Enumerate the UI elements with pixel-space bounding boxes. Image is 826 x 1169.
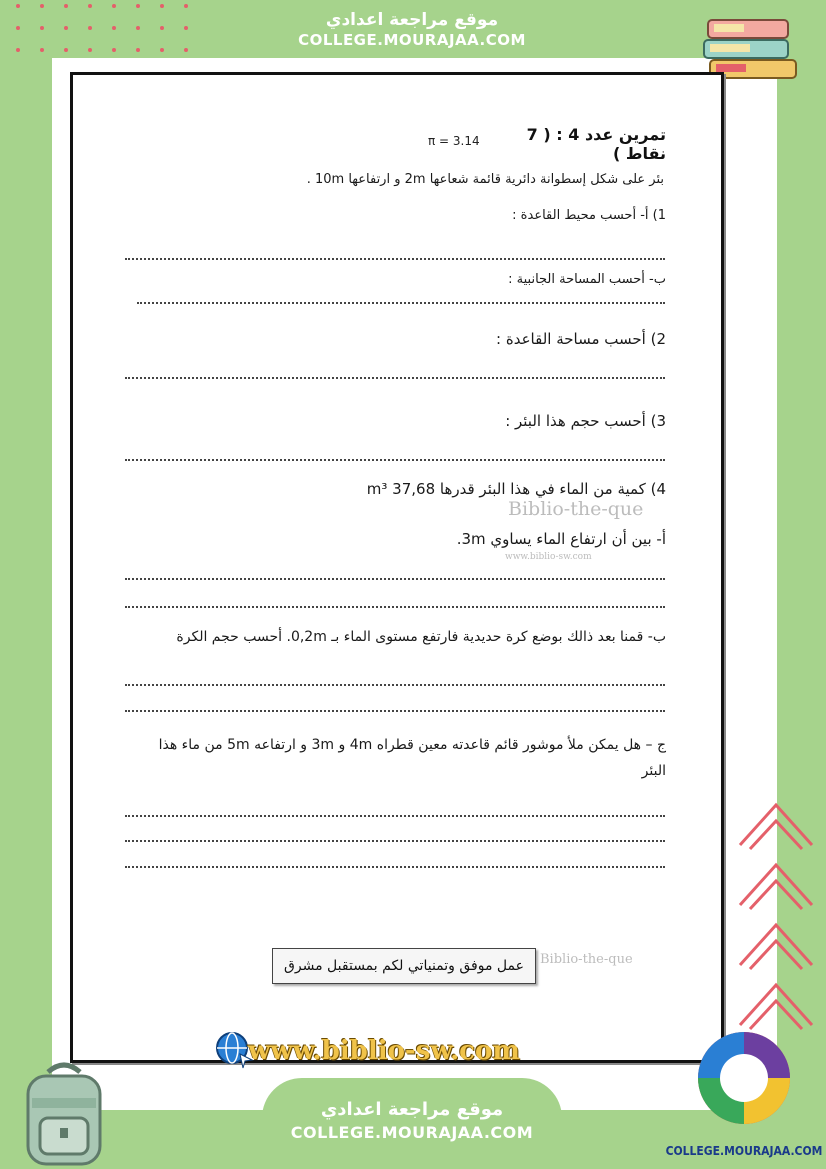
question-2: 2) أحسب مساحة القاعدة : [496, 330, 666, 348]
decorative-dot [40, 26, 44, 30]
decorative-dot [88, 26, 92, 30]
chevron-up-icon [736, 915, 816, 975]
footer-brand: COLLEGE.MOURAJAA.COM [665, 1144, 823, 1158]
closing-message: عمل موفق وتمنياتي لكم بمستقبل مشرق [272, 948, 536, 984]
chevron-up-icon [736, 975, 816, 1035]
decorative-dot [136, 4, 140, 8]
answer-line [125, 684, 665, 686]
decorative-dot [136, 48, 140, 52]
decorative-dot [184, 48, 188, 52]
site-footer[interactable] [262, 1098, 562, 1144]
decorative-dot [184, 26, 188, 30]
decorative-dot [112, 26, 116, 30]
answer-line [125, 606, 665, 608]
decorative-dot [16, 26, 20, 30]
question-4b: ب- قمنا بعد ذالك بوضع كرة حديدية فارتفع مستوى الماء بـ 0,2m. أحسب حجم الكرة [176, 629, 666, 645]
exercise-intro: بئر على شكل إسطوانة دائرية قائمة شعاعها 2m و ارتفاعها 10m . [306, 172, 664, 187]
chevron-up-icon [736, 795, 816, 855]
question-4c: ج – هل يمكن ملأ موشور قائم قاعدته معين قطراه 4m و 3m و ارتفاعه 5m من ماء هذا [158, 737, 666, 753]
decorative-dot [64, 4, 68, 8]
decorative-dot [184, 4, 188, 8]
question-4c-cont: البئر [641, 763, 666, 779]
decorative-dot [160, 4, 164, 8]
decorative-dot [40, 4, 44, 8]
decorative-dot [16, 4, 20, 8]
decorative-dot [16, 48, 20, 52]
answer-line [137, 302, 665, 304]
site-domain: COLLEGE.MOURAJAA.COM [298, 31, 526, 49]
answer-line [125, 258, 665, 260]
question-1b: ب- أحسب المساحة الجانبية : [508, 272, 666, 287]
watermark-biblio: Biblio-the-que [508, 498, 644, 520]
decorative-dot [40, 48, 44, 52]
decorative-dot [112, 48, 116, 52]
decorative-dot [88, 48, 92, 52]
decorative-dot [64, 26, 68, 30]
biblio-link[interactable]: www.biblio-sw.com [248, 1036, 520, 1066]
answer-line [125, 578, 665, 580]
backpack-icon [18, 1058, 110, 1168]
question-4a: أ- بين أن ارتفاع الماء يساوي 3m. [456, 530, 666, 548]
subjects-wheel-icon [696, 1030, 792, 1126]
decorative-dots [0, 0, 210, 60]
site-name: موقع مراجعة اعدادي [320, 1099, 504, 1120]
decorative-dot [64, 48, 68, 52]
decorative-dot [136, 26, 140, 30]
question-4: 4) كمية من الماء في هذا البئر قدرها 37,68 m³ [366, 480, 666, 498]
answer-line [125, 459, 665, 461]
site-domain: COLLEGE.MOURAJAA.COM [290, 1123, 534, 1142]
decorative-dot [88, 4, 92, 8]
answer-line [125, 815, 665, 817]
question-1a: 1) أ- أحسب محيط القاعدة : [512, 208, 666, 223]
chevron-up-icon [736, 855, 816, 915]
site-name: موقع مراجعة اعدادي [325, 10, 499, 30]
answer-line [125, 866, 665, 868]
exercise-title: تمرين عدد 4 : ( 7 نقاط ) [526, 125, 666, 163]
answer-line [125, 377, 665, 379]
decorative-dot [160, 48, 164, 52]
decorative-dot [160, 26, 164, 30]
pi-note: π = 3.14 [428, 134, 480, 148]
question-3: 3) أحسب حجم هذا البئر : [505, 412, 666, 430]
watermark-biblio: Biblio-the-que [540, 952, 633, 967]
site-header[interactable] [262, 10, 562, 50]
watermark-url: www.biblio-sw.com [505, 552, 592, 562]
answer-line [125, 840, 665, 842]
decorative-dot [112, 4, 116, 8]
answer-line [125, 710, 665, 712]
